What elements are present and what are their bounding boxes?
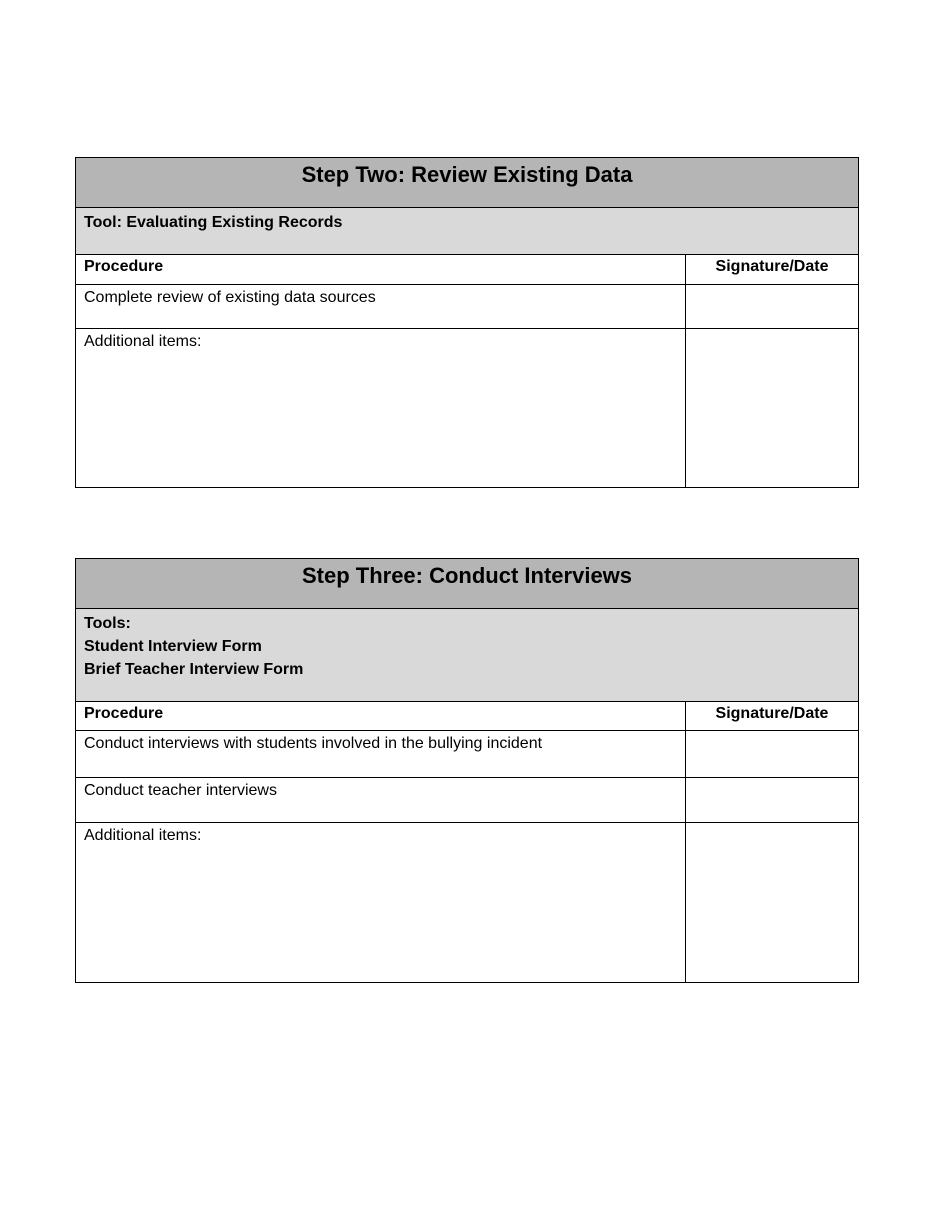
signature-cell[interactable] — [686, 823, 859, 983]
additional-items-cell[interactable]: Additional items: — [76, 823, 686, 983]
step-three-title: Step Three: Conduct Interviews — [301, 563, 633, 588]
student-interview-form-label: Student Interview Form — [84, 638, 262, 655]
step-two-title-cell — [76, 158, 859, 208]
procedure-header: Procedure — [76, 255, 686, 285]
procedure-header: Procedure — [76, 702, 686, 731]
signature-cell[interactable] — [686, 778, 859, 823]
teacher-interview-form-label: Brief Teacher Interview Form — [84, 661, 304, 678]
step-two-tool-label: Tool: Evaluating Existing Records — [84, 214, 343, 231]
signature-cell[interactable] — [686, 329, 859, 488]
table-row — [76, 329, 859, 488]
signature-date-header: Signature/Date — [686, 702, 859, 731]
table-row — [76, 778, 859, 823]
step-three-tools-label: Tools: — [84, 615, 131, 632]
procedure-cell: Complete review of existing data sources — [76, 285, 686, 329]
procedure-cell: Conduct teacher interviews — [76, 778, 686, 823]
procedure-cell: Conduct interviews with students involved in the bullying incident — [76, 731, 686, 778]
step-three-tools-cell — [76, 609, 859, 702]
table-row — [76, 285, 859, 329]
signature-cell[interactable] — [686, 285, 859, 329]
signature-date-header: Signature/Date — [686, 255, 859, 285]
step-two-table — [75, 157, 859, 488]
table-row — [76, 823, 859, 983]
step-three-table — [75, 558, 859, 983]
signature-cell[interactable] — [686, 731, 859, 778]
step-two-title: Step Two: Review Existing Data — [301, 162, 633, 187]
step-three-title-cell — [76, 559, 859, 609]
step-two-tools-cell — [76, 208, 859, 255]
table-row — [76, 731, 859, 778]
additional-items-cell[interactable]: Additional items: — [76, 329, 686, 488]
